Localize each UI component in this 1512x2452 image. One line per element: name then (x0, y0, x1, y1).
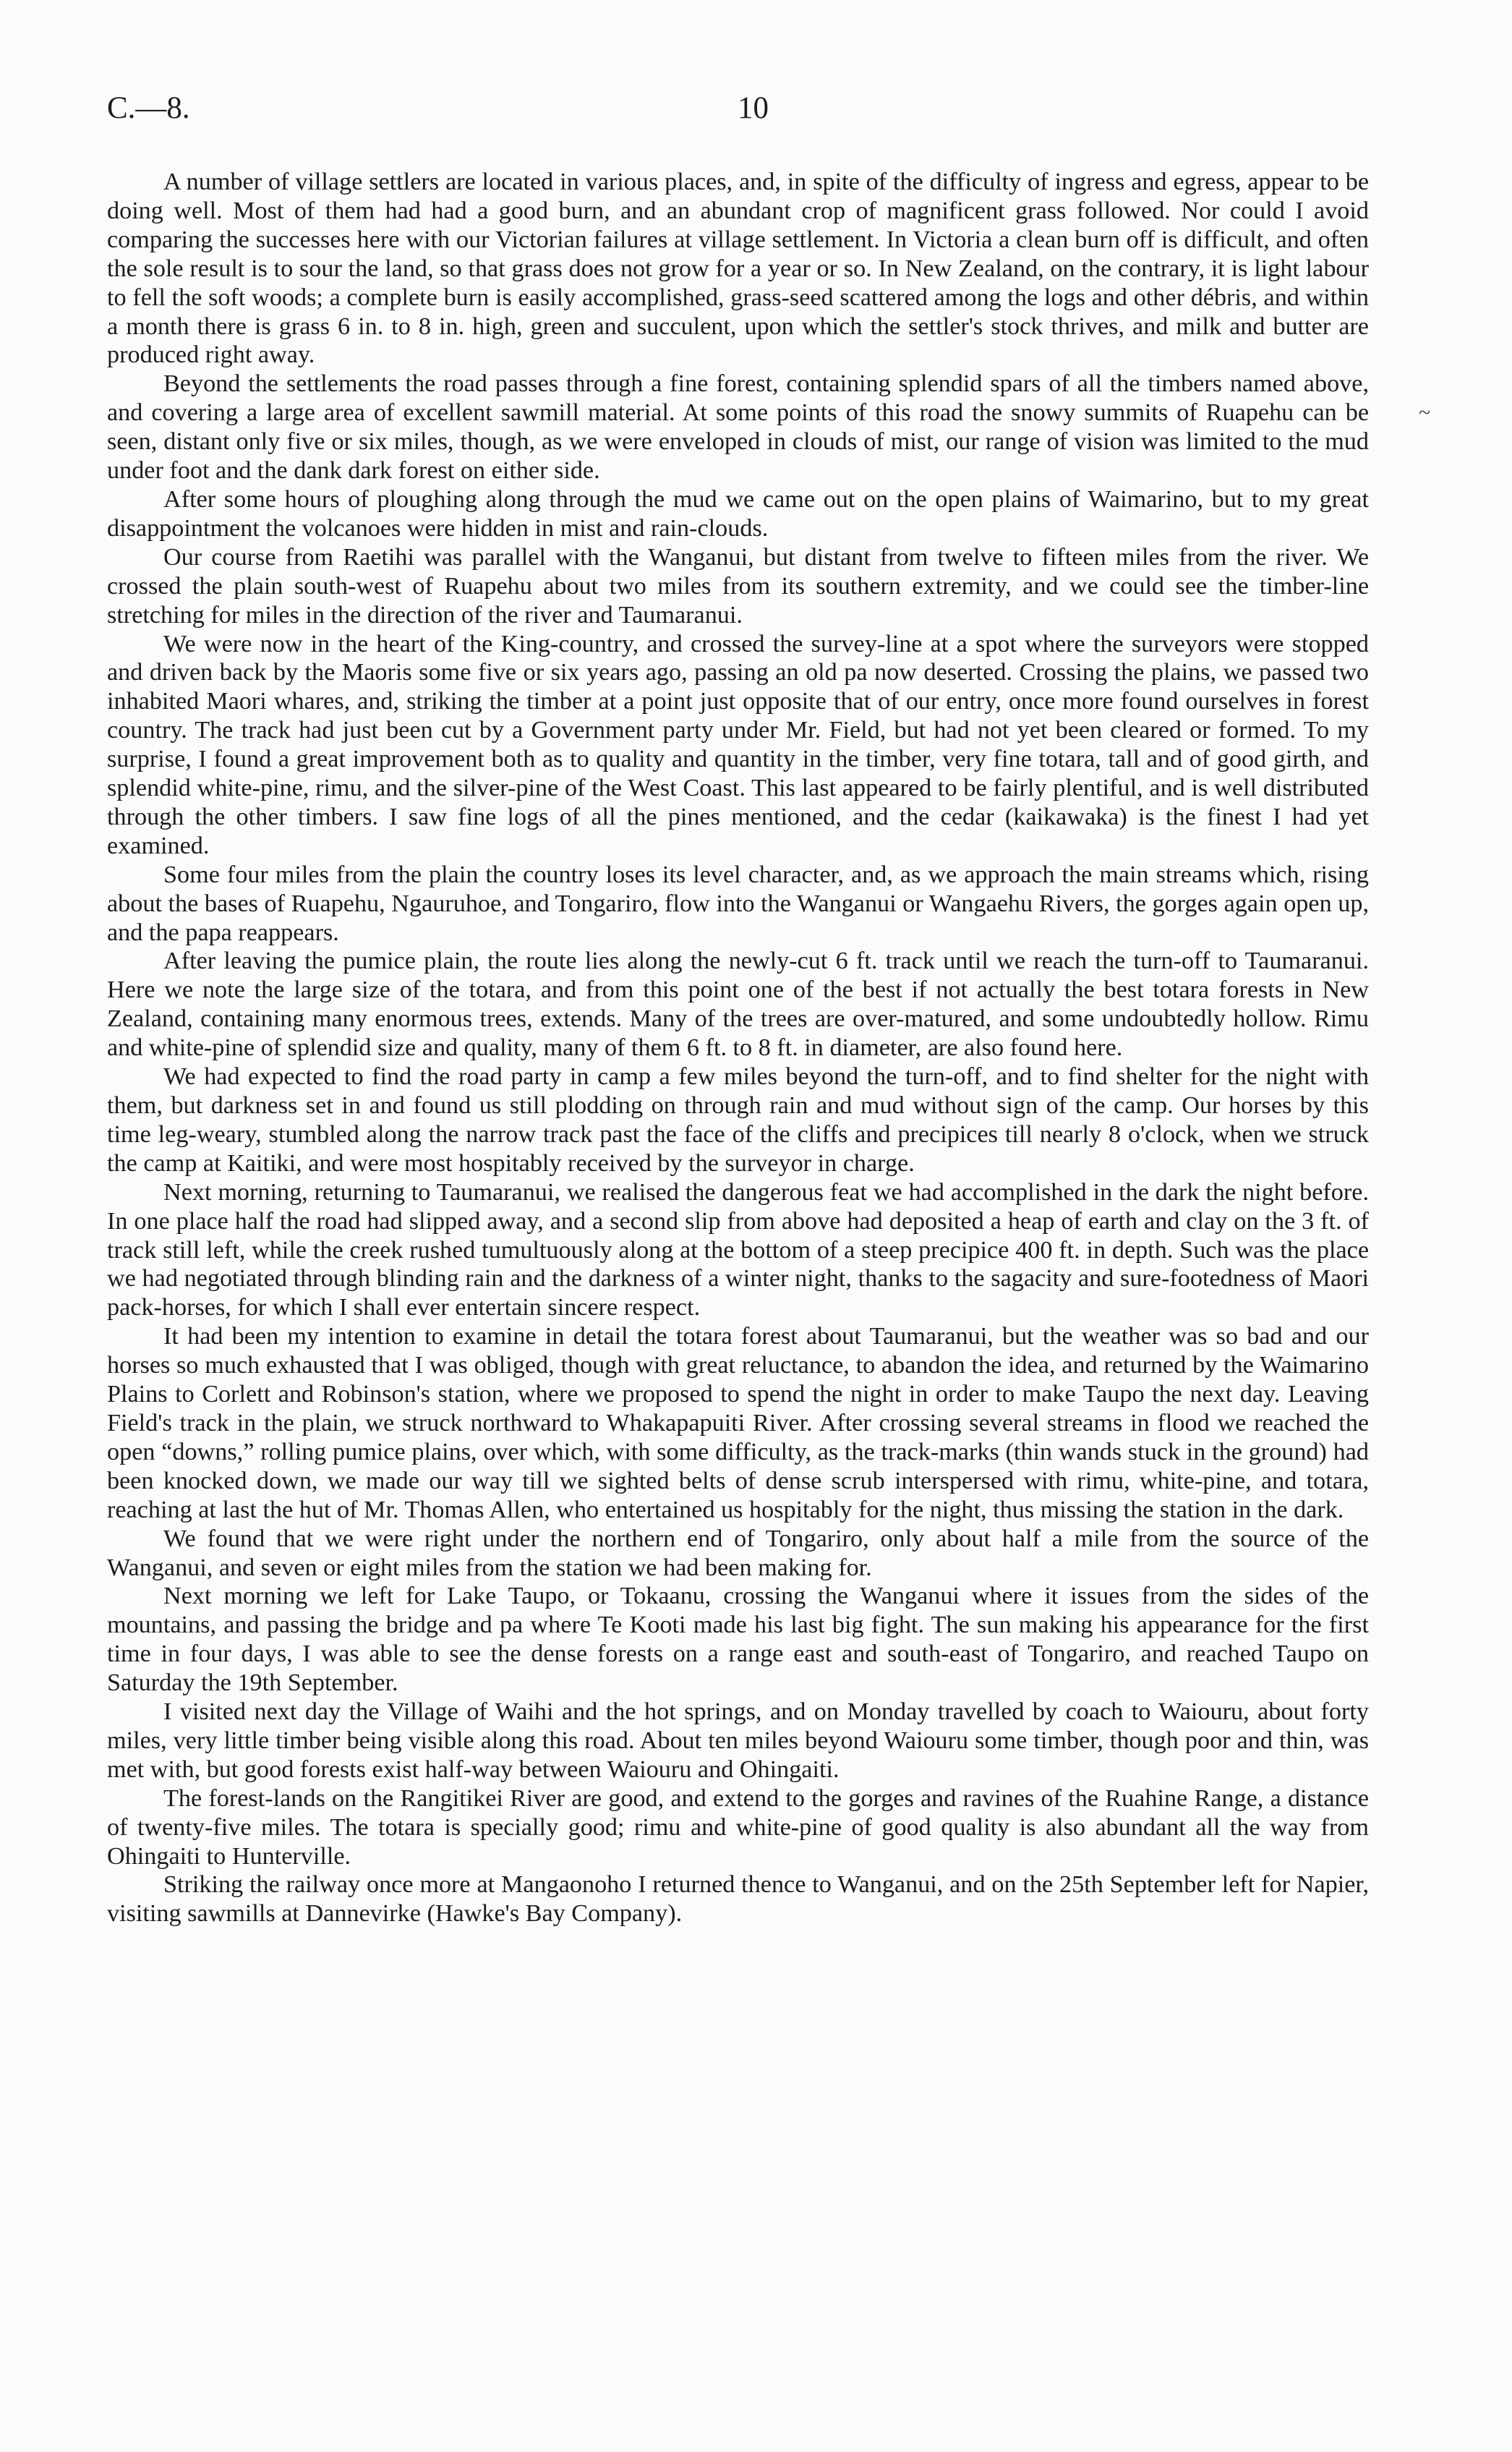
paragraph: Next morning, returning to Taumaranui, we realised the dangerous feat we had accomplished in the dark the night before. In one place half the road had slipped away, and a second slip from above had deposited a heap of earth and clay on the 3 ft. of track still left, while the creek rushed tumultuously along at the bottom of a steep precipice 400 ft. in depth. Such was the place we had negotiated through blinding rain and the darkness of a winter night, thanks to the sagacity and sure-footedness of Maori pack-horses, for which I shall ever entertain sincere respect. (107, 1178, 1369, 1321)
paragraph: Striking the railway once more at Mangaonoho I returned thence to Wanganui, and on the 25th September left for Napier, visiting sawmills at Dannevirke (Hawke's Bay Company). (107, 1871, 1369, 1928)
page-number: 10 (738, 91, 769, 125)
paragraph: We were now in the heart of the King-country, and crossed the survey-line at a spot where the surveyors were stopped and driven back by the Maoris some five or six years ago, passing an old pa now deserted. Crossing the plains, we passed two inhabited Maori whares, and, striking the timber at a point just opposite that of our entry, once more found ourselves in forest country. The track had just been cut by a Government party under Mr. Field, but had not yet been cleared or formed. To my surprise, I found a great improvement both as to quality and quantity in the timber, very fine totara, tall and of good girth, and splendid white-pine, rimu, and the silver-pine of the West Coast. This last appeared to be fairly plentiful, and is well distributed through the other timbers. I saw fine logs of all the pines mentioned, and the cedar (kaikawaka) is the finest I had yet examined. (107, 630, 1369, 859)
paragraph: After some hours of ploughing along through the mud we came out on the open plains of Waimarino, but to my great disappointment the volcanoes were hidden in mist and rain-clouds. (107, 485, 1369, 542)
paragraph: We had expected to find the road party in camp a few miles beyond the turn-off, and to find shelter for the night with them, but darkness set in and found us still plodding on through rain and mud without sign of the camp. Our horses by this time leg-weary, stumbled along the narrow track past the face of the cliffs and precipices till nearly 8 o'clock, when we struck the camp at Kaitiki, and were most hospitably received by the surveyor in charge. (107, 1063, 1369, 1177)
paragraph: After leaving the pumice plain, the route lies along the newly-cut 6 ft. track until we reach the turn-off to Taumaranui. Here we note the large size of the totara, and from this point one of the best if not actually the best totara forests in New Zealand, containing many enormous trees, extends. Many of the trees are over-matured, and some undoubtedly hollow. Rimu and white-pine of splendid size and quality, many of them 6 ft. to 8 ft. in diameter, are also found here. (107, 948, 1369, 1062)
margin-mark: ~ (1419, 401, 1431, 425)
body-text (107, 168, 1369, 1928)
paragraph: Next morning we left for Lake Taupo, or Tokaanu, crossing the Wanganui where it issues from the sides of the mountains, and passing the bridge and pa where Te Kooti made his last big fight. The sun making his appearance for the first time in four days, I was able to see the dense forests on a range east and south-east of Tongariro, and reached Taupo on Saturday the 19th September. (107, 1583, 1369, 1697)
paragraph: It had been my intention to examine in detail the totara forest about Taumaranui, but the weather was so bad and our horses so much exhausted that I was obliged, though with great reluctance, to abandon the idea, and returned by the Waimarino Plains to Corlett and Robinson's station, where we proposed to spend the night in order to make Taupo the next day. Leaving Field's track in the plain, we struck northward to Whakapapuiti River. After crossing several streams in flood we reached the open “downs,” rolling pumice plains, over which, with some difficulty, as the track-marks (thin wands stuck in the ground) had been knocked down, we made our way till we sighted belts of dense scrub interspersed with rimu, white-pine, and totara, reaching at last the hut of Mr. Thomas Allen, who entertained us hospitably for the night, thus missing the station in the dark. (107, 1323, 1369, 1523)
paragraph: I visited next day the Village of Waihi and the hot springs, and on Monday travelled by coach to Waiouru, about forty miles, very little timber being visible along this road. About ten miles beyond Waiouru some timber, though poor and thin, was met with, but good forests exist half-way between Waiouru and Ohingaiti. (107, 1698, 1369, 1783)
page-header (107, 90, 1409, 134)
paragraph: The forest-lands on the Rangitikei River are good, and extend to the gorges and ravines of the Ruahine Range, a distance of twenty-five miles. The totara is specially good; rimu and white-pine of good quality is also abundant all the way from Ohingaiti to Hunterville. (107, 1784, 1369, 1870)
paragraph: Beyond the settlements the road passes through a fine forest, containing splendid spars of all the timbers named above, and covering a large area of excellent sawmill material. At some points of this road the snowy summits of Ruapehu can be seen, distant only five or six miles, though, as we were enveloped in clouds of mist, our range of vision was limited to the mud under foot and the dank dark forest on either side. (107, 370, 1369, 485)
paragraph: A number of village settlers are located in various places, and, in spite of the difficulty of ingress and egress, appear to be doing well. Most of them had had a good burn, and an abundant crop of magnificent grass followed. Nor could I avoid comparing the successes here with our Victorian failures at village settlement. In Victoria a clean burn off is difficult, and often the sole result is to sour the land, so that grass does not grow for a year or so. In New Zealand, on the contrary, it is light labour to fell the soft woods; a complete burn is easily accomplished, grass-seed scattered among the logs and other débris, and within a month there is grass 6 in. to 8 in. high, green and succulent, upon which the settler's stock thrives, and milk and butter are produced right away. (107, 169, 1369, 369)
paragraph: Some four miles from the plain the country loses its level character, and, as we approach the main streams which, rising about the bases of Ruapehu, Ngauruhoe, and Tongariro, flow into the Wanganui or Wangaehu Rivers, the gorges again open up, and the papa reappears. (107, 861, 1369, 946)
paragraph: We found that we were right under the northern end of Tongariro, only about half a mile from the source of the Wanganui, and seven or eight miles from the station we had been making for. (107, 1525, 1369, 1581)
paragraph: Our course from Raetihi was parallel with the Wanganui, but distant from twelve to fifteen miles from the river. We crossed the plain south-west of Ruapehu about two miles from its southern extremity, and we could see the timber-line stretching for miles in the direction of the river and Taumaranui. (107, 543, 1369, 629)
document-reference: C.—8. (107, 91, 190, 125)
